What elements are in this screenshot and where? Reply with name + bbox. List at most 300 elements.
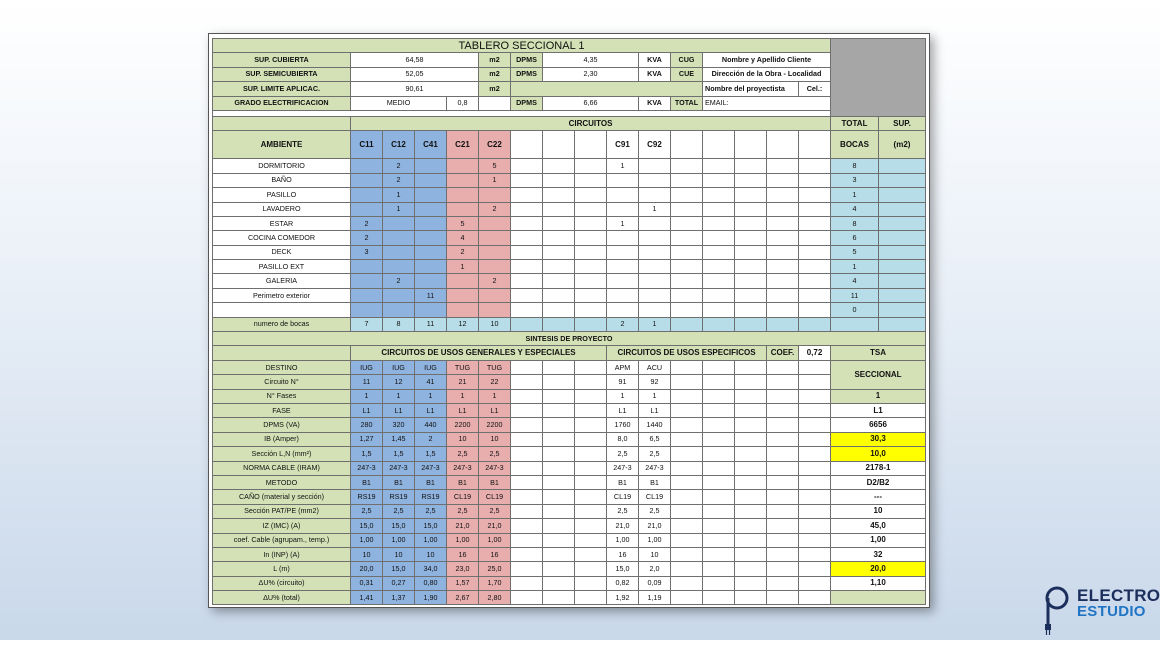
sup-cell[interactable] xyxy=(879,303,926,317)
sintesis-cell[interactable]: 1,90 xyxy=(415,591,447,605)
sintesis-cell[interactable] xyxy=(543,519,575,533)
bocas-cell[interactable] xyxy=(415,303,447,317)
sintesis-cell[interactable]: 2 xyxy=(415,432,447,446)
bocas-cell[interactable]: 2 xyxy=(383,173,415,187)
bocas-cell[interactable] xyxy=(799,216,831,230)
bocas-cell[interactable] xyxy=(351,260,383,274)
sintesis-cell[interactable]: 91 xyxy=(607,375,639,389)
sintesis-cell[interactable] xyxy=(575,403,607,417)
bocas-cell[interactable] xyxy=(575,245,607,259)
sintesis-cell[interactable] xyxy=(703,432,735,446)
sintesis-cell[interactable]: 21 xyxy=(447,375,479,389)
sintesis-cell[interactable] xyxy=(575,576,607,590)
sintesis-cell[interactable] xyxy=(511,461,543,475)
sintesis-cell[interactable]: 1,45 xyxy=(383,432,415,446)
sintesis-cell[interactable] xyxy=(799,490,831,504)
sintesis-cell[interactable] xyxy=(543,447,575,461)
bocas-cell[interactable]: 2 xyxy=(351,231,383,245)
sintesis-cell[interactable] xyxy=(799,562,831,576)
bocas-cell[interactable] xyxy=(671,231,703,245)
bocas-cell[interactable] xyxy=(799,303,831,317)
designer-name[interactable]: Nombre del proyectista xyxy=(703,82,799,96)
bocas-cell[interactable] xyxy=(351,288,383,302)
coef-value[interactable]: 0,72 xyxy=(799,346,831,360)
sintesis-cell[interactable] xyxy=(543,547,575,561)
sintesis-cell[interactable] xyxy=(543,432,575,446)
sintesis-cell[interactable]: 280 xyxy=(351,418,383,432)
sintesis-cell[interactable]: IUG xyxy=(383,360,415,374)
ambiente-name[interactable]: BAÑO xyxy=(213,173,351,187)
sintesis-cell[interactable] xyxy=(735,576,767,590)
sup-cubierta-value[interactable]: 64,58 xyxy=(351,53,479,67)
sintesis-cell[interactable] xyxy=(767,490,799,504)
tsa-cell[interactable]: --- xyxy=(831,490,926,504)
sintesis-cell[interactable]: 16 xyxy=(479,547,511,561)
bocas-cell[interactable]: 5 xyxy=(479,159,511,173)
sintesis-cell[interactable] xyxy=(671,547,703,561)
ambiente-name[interactable]: PASILLO EXT xyxy=(213,260,351,274)
sintesis-cell[interactable] xyxy=(671,519,703,533)
sintesis-cell[interactable]: 10 xyxy=(415,547,447,561)
bocas-cell[interactable] xyxy=(351,159,383,173)
sintesis-cell[interactable] xyxy=(543,375,575,389)
sintesis-cell[interactable]: 10 xyxy=(479,432,511,446)
sintesis-cell[interactable]: 247-3 xyxy=(607,461,639,475)
sup-cell[interactable] xyxy=(879,159,926,173)
sintesis-cell[interactable]: 0,80 xyxy=(415,576,447,590)
sintesis-cell[interactable]: 0,82 xyxy=(607,576,639,590)
sintesis-cell[interactable] xyxy=(671,403,703,417)
bocas-cell[interactable]: 4 xyxy=(447,231,479,245)
bocas-cell[interactable] xyxy=(511,245,543,259)
sintesis-cell[interactable] xyxy=(799,547,831,561)
bocas-cell[interactable] xyxy=(479,288,511,302)
bocas-cell[interactable] xyxy=(703,202,735,216)
sintesis-cell[interactable] xyxy=(671,576,703,590)
sintesis-cell[interactable] xyxy=(767,547,799,561)
sintesis-cell[interactable]: 16 xyxy=(447,547,479,561)
bocas-cell[interactable] xyxy=(511,173,543,187)
sintesis-cell[interactable]: CL19 xyxy=(639,490,671,504)
bocas-cell[interactable] xyxy=(703,245,735,259)
sintesis-cell[interactable] xyxy=(767,403,799,417)
sintesis-cell[interactable]: 1 xyxy=(351,389,383,403)
sintesis-cell[interactable] xyxy=(799,591,831,605)
bocas-cell[interactable] xyxy=(767,216,799,230)
sintesis-cell[interactable]: B1 xyxy=(607,475,639,489)
dpms-cug-value[interactable]: 4,35 xyxy=(543,53,639,67)
bocas-cell[interactable] xyxy=(671,245,703,259)
sintesis-cell[interactable] xyxy=(511,389,543,403)
sintesis-cell[interactable]: APM xyxy=(607,360,639,374)
bocas-cell[interactable] xyxy=(479,216,511,230)
sintesis-cell[interactable] xyxy=(511,360,543,374)
email-field[interactable]: EMAIL: xyxy=(703,96,831,110)
sintesis-cell[interactable] xyxy=(543,591,575,605)
sintesis-cell[interactable]: 2,5 xyxy=(479,447,511,461)
sintesis-cell[interactable] xyxy=(767,461,799,475)
sintesis-cell[interactable] xyxy=(735,519,767,533)
bocas-cell[interactable] xyxy=(447,274,479,288)
sintesis-cell[interactable] xyxy=(703,461,735,475)
bocas-cell[interactable] xyxy=(767,188,799,202)
sintesis-cell[interactable]: 1,00 xyxy=(479,533,511,547)
bocas-cell[interactable] xyxy=(767,303,799,317)
sintesis-cell[interactable]: 1,19 xyxy=(639,591,671,605)
sintesis-cell[interactable] xyxy=(703,591,735,605)
sintesis-cell[interactable] xyxy=(511,533,543,547)
sintesis-cell[interactable]: 1,37 xyxy=(383,591,415,605)
sintesis-cell[interactable]: 21,0 xyxy=(447,519,479,533)
bocas-cell[interactable] xyxy=(639,159,671,173)
tsa-cell[interactable]: D2/B2 xyxy=(831,475,926,489)
sup-cell[interactable] xyxy=(879,231,926,245)
bocas-cell[interactable] xyxy=(511,188,543,202)
sintesis-cell[interactable] xyxy=(703,504,735,518)
sintesis-cell[interactable]: CL19 xyxy=(607,490,639,504)
sintesis-cell[interactable] xyxy=(767,360,799,374)
bocas-cell[interactable] xyxy=(671,188,703,202)
bocas-cell[interactable] xyxy=(607,303,639,317)
bocas-cell[interactable] xyxy=(767,288,799,302)
sintesis-cell[interactable] xyxy=(543,461,575,475)
tsa-cell[interactable]: 10,0 xyxy=(831,447,926,461)
sintesis-cell[interactable] xyxy=(767,447,799,461)
ambiente-name[interactable]: Perimetro exterior xyxy=(213,288,351,302)
sintesis-cell[interactable]: 25,0 xyxy=(479,562,511,576)
bocas-cell[interactable] xyxy=(575,260,607,274)
bocas-cell[interactable] xyxy=(415,159,447,173)
sintesis-cell[interactable] xyxy=(575,432,607,446)
bocas-cell[interactable] xyxy=(575,188,607,202)
sintesis-cell[interactable]: TUG xyxy=(479,360,511,374)
bocas-cell[interactable] xyxy=(575,216,607,230)
bocas-cell[interactable] xyxy=(767,202,799,216)
sintesis-cell[interactable]: B1 xyxy=(383,475,415,489)
sintesis-cell[interactable] xyxy=(735,504,767,518)
sintesis-cell[interactable]: 16 xyxy=(607,547,639,561)
sintesis-cell[interactable]: ACU xyxy=(639,360,671,374)
bocas-cell[interactable] xyxy=(383,216,415,230)
sintesis-cell[interactable] xyxy=(703,389,735,403)
bocas-cell[interactable] xyxy=(639,188,671,202)
sup-cell[interactable] xyxy=(879,173,926,187)
sintesis-cell[interactable]: 2,80 xyxy=(479,591,511,605)
bocas-cell[interactable] xyxy=(799,173,831,187)
sintesis-cell[interactable] xyxy=(767,591,799,605)
bocas-cell[interactable] xyxy=(735,216,767,230)
sintesis-cell[interactable] xyxy=(671,533,703,547)
bocas-cell[interactable] xyxy=(511,303,543,317)
sup-cell[interactable] xyxy=(879,202,926,216)
sup-cell[interactable] xyxy=(879,260,926,274)
sup-cell[interactable] xyxy=(879,288,926,302)
bocas-cell[interactable]: 2 xyxy=(383,274,415,288)
sintesis-cell[interactable] xyxy=(511,562,543,576)
sintesis-cell[interactable]: CL19 xyxy=(479,490,511,504)
sintesis-cell[interactable] xyxy=(735,461,767,475)
bocas-cell[interactable] xyxy=(351,188,383,202)
bocas-cell[interactable] xyxy=(607,274,639,288)
bocas-cell[interactable] xyxy=(607,188,639,202)
sintesis-cell[interactable]: 8,0 xyxy=(607,432,639,446)
ambiente-name[interactable] xyxy=(213,303,351,317)
sintesis-cell[interactable]: L1 xyxy=(415,403,447,417)
bocas-cell[interactable] xyxy=(671,159,703,173)
bocas-cell[interactable] xyxy=(639,173,671,187)
dpms-cue-value[interactable]: 2,30 xyxy=(543,67,639,81)
sintesis-cell[interactable]: 1440 xyxy=(639,418,671,432)
bocas-cell[interactable] xyxy=(575,274,607,288)
sintesis-cell[interactable] xyxy=(575,504,607,518)
bocas-cell[interactable] xyxy=(607,245,639,259)
tsa-cell[interactable]: 2178-1 xyxy=(831,461,926,475)
ambiente-name[interactable]: PASILLO xyxy=(213,188,351,202)
sintesis-cell[interactable]: B1 xyxy=(415,475,447,489)
sintesis-cell[interactable]: 247-3 xyxy=(351,461,383,475)
bocas-cell[interactable] xyxy=(735,173,767,187)
sintesis-cell[interactable] xyxy=(703,576,735,590)
bocas-cell[interactable] xyxy=(383,260,415,274)
sintesis-cell[interactable]: 247-3 xyxy=(479,461,511,475)
bocas-cell[interactable] xyxy=(447,159,479,173)
sintesis-cell[interactable]: 1,00 xyxy=(415,533,447,547)
bocas-cell[interactable] xyxy=(415,231,447,245)
sintesis-cell[interactable]: IUG xyxy=(351,360,383,374)
bocas-cell[interactable] xyxy=(543,173,575,187)
bocas-cell[interactable] xyxy=(735,260,767,274)
sintesis-cell[interactable] xyxy=(575,519,607,533)
sintesis-cell[interactable]: 2,5 xyxy=(607,504,639,518)
bocas-cell[interactable] xyxy=(671,288,703,302)
bocas-cell[interactable] xyxy=(703,303,735,317)
bocas-cell[interactable]: 2 xyxy=(351,216,383,230)
bocas-cell[interactable] xyxy=(735,245,767,259)
sintesis-cell[interactable]: 1 xyxy=(607,389,639,403)
sup-cell[interactable] xyxy=(879,216,926,230)
bocas-cell[interactable] xyxy=(351,202,383,216)
sintesis-cell[interactable]: RS19 xyxy=(383,490,415,504)
sintesis-cell[interactable]: 1,00 xyxy=(447,533,479,547)
bocas-cell[interactable] xyxy=(639,288,671,302)
sintesis-cell[interactable]: 11 xyxy=(351,375,383,389)
bocas-cell[interactable] xyxy=(543,216,575,230)
sintesis-cell[interactable] xyxy=(735,490,767,504)
sintesis-cell[interactable] xyxy=(799,475,831,489)
bocas-cell[interactable] xyxy=(447,188,479,202)
sintesis-cell[interactable] xyxy=(735,389,767,403)
sintesis-cell[interactable] xyxy=(735,547,767,561)
sintesis-cell[interactable]: 1 xyxy=(383,389,415,403)
bocas-cell[interactable] xyxy=(671,173,703,187)
sintesis-cell[interactable]: 6,5 xyxy=(639,432,671,446)
sintesis-cell[interactable] xyxy=(703,475,735,489)
sintesis-cell[interactable] xyxy=(511,403,543,417)
sintesis-cell[interactable] xyxy=(511,547,543,561)
tsa-cell[interactable]: 32 xyxy=(831,547,926,561)
sintesis-cell[interactable]: 1,00 xyxy=(639,533,671,547)
sintesis-cell[interactable]: 1 xyxy=(415,389,447,403)
sintesis-cell[interactable] xyxy=(511,418,543,432)
sintesis-cell[interactable] xyxy=(511,504,543,518)
sintesis-cell[interactable]: 1760 xyxy=(607,418,639,432)
sintesis-cell[interactable] xyxy=(799,432,831,446)
bocas-cell[interactable] xyxy=(415,188,447,202)
bocas-cell[interactable] xyxy=(703,274,735,288)
sintesis-cell[interactable]: 2,5 xyxy=(383,504,415,518)
sintesis-cell[interactable] xyxy=(543,562,575,576)
sintesis-cell[interactable] xyxy=(767,504,799,518)
sintesis-cell[interactable] xyxy=(543,490,575,504)
sintesis-cell[interactable] xyxy=(799,519,831,533)
sintesis-cell[interactable] xyxy=(799,418,831,432)
sintesis-cell[interactable]: CL19 xyxy=(447,490,479,504)
sintesis-cell[interactable] xyxy=(575,418,607,432)
sintesis-cell[interactable]: 22 xyxy=(479,375,511,389)
sintesis-cell[interactable] xyxy=(671,447,703,461)
sintesis-cell[interactable] xyxy=(671,432,703,446)
bocas-cell[interactable]: 11 xyxy=(415,288,447,302)
tsa-cell[interactable]: 10 xyxy=(831,504,926,518)
bocas-cell[interactable] xyxy=(735,274,767,288)
sintesis-cell[interactable] xyxy=(799,461,831,475)
sintesis-cell[interactable]: 10 xyxy=(351,547,383,561)
bocas-cell[interactable] xyxy=(543,260,575,274)
sintesis-cell[interactable]: 12 xyxy=(383,375,415,389)
sintesis-cell[interactable]: 320 xyxy=(383,418,415,432)
sintesis-cell[interactable]: 0,31 xyxy=(351,576,383,590)
dpms-total-value[interactable]: 6,66 xyxy=(543,96,639,110)
sintesis-cell[interactable] xyxy=(703,533,735,547)
sintesis-cell[interactable] xyxy=(575,547,607,561)
sintesis-cell[interactable] xyxy=(511,447,543,461)
sintesis-cell[interactable]: 2200 xyxy=(479,418,511,432)
sintesis-cell[interactable] xyxy=(799,533,831,547)
sup-cell[interactable] xyxy=(879,188,926,202)
sintesis-cell[interactable]: B1 xyxy=(639,475,671,489)
sintesis-cell[interactable]: RS19 xyxy=(351,490,383,504)
sintesis-cell[interactable] xyxy=(735,432,767,446)
bocas-cell[interactable] xyxy=(479,231,511,245)
bocas-cell[interactable] xyxy=(415,260,447,274)
bocas-cell[interactable] xyxy=(415,245,447,259)
bocas-cell[interactable] xyxy=(639,303,671,317)
grado-value[interactable]: MEDIO xyxy=(351,96,447,110)
sintesis-cell[interactable] xyxy=(703,360,735,374)
bocas-cell[interactable] xyxy=(383,288,415,302)
bocas-cell[interactable] xyxy=(479,303,511,317)
bocas-cell[interactable] xyxy=(735,188,767,202)
sintesis-cell[interactable]: RS19 xyxy=(415,490,447,504)
bocas-cell[interactable] xyxy=(511,260,543,274)
bocas-cell[interactable] xyxy=(415,274,447,288)
bocas-cell[interactable] xyxy=(511,159,543,173)
obra-address[interactable]: Dirección de la Obra - Localidad xyxy=(703,67,831,81)
bocas-cell[interactable] xyxy=(703,173,735,187)
bocas-cell[interactable] xyxy=(799,288,831,302)
sup-cell[interactable] xyxy=(879,274,926,288)
bocas-cell[interactable] xyxy=(735,303,767,317)
sintesis-cell[interactable]: 21,0 xyxy=(639,519,671,533)
bocas-cell[interactable] xyxy=(479,260,511,274)
sintesis-cell[interactable]: 2,5 xyxy=(639,447,671,461)
bocas-cell[interactable] xyxy=(607,288,639,302)
sintesis-cell[interactable]: 2,5 xyxy=(447,447,479,461)
bocas-cell[interactable] xyxy=(639,260,671,274)
bocas-cell[interactable]: 1 xyxy=(607,216,639,230)
bocas-cell[interactable] xyxy=(543,303,575,317)
ambiente-name[interactable]: COCINA COMEDOR xyxy=(213,231,351,245)
sintesis-cell[interactable] xyxy=(799,360,831,374)
sintesis-cell[interactable] xyxy=(735,418,767,432)
sintesis-cell[interactable] xyxy=(703,375,735,389)
sintesis-cell[interactable] xyxy=(735,447,767,461)
sintesis-cell[interactable]: 2,67 xyxy=(447,591,479,605)
bocas-cell[interactable]: 1 xyxy=(383,188,415,202)
bocas-cell[interactable] xyxy=(543,288,575,302)
bocas-cell[interactable] xyxy=(575,231,607,245)
bocas-cell[interactable] xyxy=(543,231,575,245)
bocas-cell[interactable] xyxy=(735,288,767,302)
sintesis-cell[interactable] xyxy=(671,418,703,432)
sintesis-cell[interactable]: L1 xyxy=(639,403,671,417)
sintesis-cell[interactable] xyxy=(767,432,799,446)
sintesis-cell[interactable] xyxy=(671,389,703,403)
bocas-cell[interactable] xyxy=(575,159,607,173)
sintesis-cell[interactable]: 2,5 xyxy=(415,504,447,518)
sintesis-cell[interactable]: 21,0 xyxy=(607,519,639,533)
bocas-cell[interactable] xyxy=(511,288,543,302)
sintesis-cell[interactable] xyxy=(511,375,543,389)
sintesis-cell[interactable] xyxy=(671,490,703,504)
bocas-cell[interactable] xyxy=(511,231,543,245)
sintesis-cell[interactable] xyxy=(703,519,735,533)
bocas-cell[interactable] xyxy=(799,260,831,274)
bocas-cell[interactable] xyxy=(703,231,735,245)
bocas-cell[interactable] xyxy=(543,274,575,288)
bocas-cell[interactable] xyxy=(383,245,415,259)
sintesis-cell[interactable] xyxy=(735,375,767,389)
sintesis-cell[interactable] xyxy=(703,547,735,561)
sintesis-cell[interactable] xyxy=(767,418,799,432)
sintesis-cell[interactable]: 10 xyxy=(639,547,671,561)
bocas-cell[interactable] xyxy=(639,245,671,259)
sintesis-cell[interactable]: 1,5 xyxy=(351,447,383,461)
tsa-cell[interactable]: 45,0 xyxy=(831,519,926,533)
sintesis-cell[interactable]: 247-3 xyxy=(639,461,671,475)
sintesis-cell[interactable]: 2,5 xyxy=(351,504,383,518)
bocas-cell[interactable] xyxy=(671,303,703,317)
sintesis-cell[interactable]: 1,27 xyxy=(351,432,383,446)
sintesis-cell[interactable] xyxy=(543,504,575,518)
sintesis-cell[interactable]: 2,5 xyxy=(479,504,511,518)
sintesis-cell[interactable]: 15,0 xyxy=(383,519,415,533)
sintesis-cell[interactable]: 23,0 xyxy=(447,562,479,576)
sintesis-cell[interactable] xyxy=(511,432,543,446)
sintesis-cell[interactable]: 15,0 xyxy=(351,519,383,533)
sintesis-cell[interactable]: TUG xyxy=(447,360,479,374)
bocas-cell[interactable] xyxy=(607,260,639,274)
sintesis-cell[interactable] xyxy=(799,389,831,403)
bocas-cell[interactable] xyxy=(607,202,639,216)
tsa-cell[interactable]: 20,0 xyxy=(831,562,926,576)
bocas-cell[interactable]: 1 xyxy=(383,202,415,216)
sintesis-cell[interactable] xyxy=(575,360,607,374)
bocas-cell[interactable] xyxy=(351,173,383,187)
sintesis-cell[interactable]: L1 xyxy=(479,403,511,417)
sintesis-cell[interactable] xyxy=(511,576,543,590)
bocas-cell[interactable] xyxy=(607,173,639,187)
